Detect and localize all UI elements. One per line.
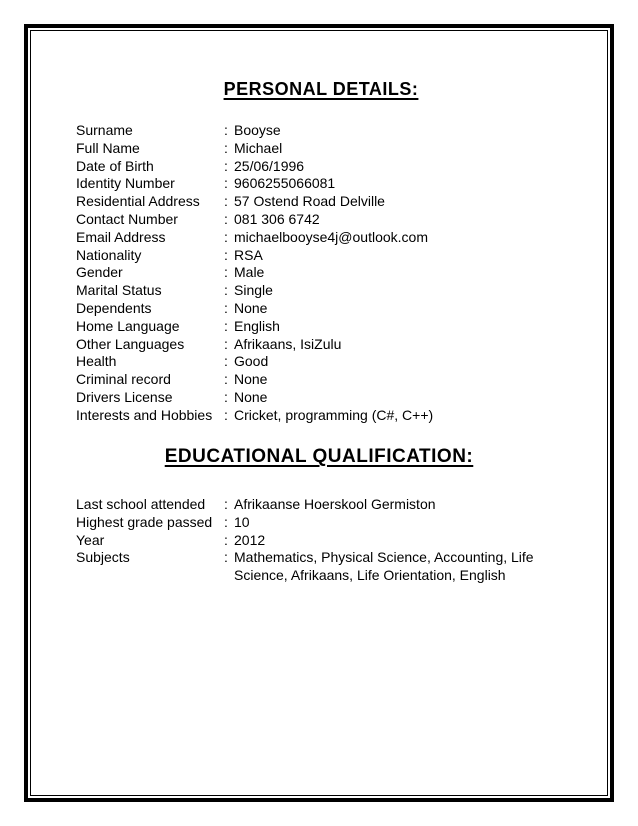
- personal-detail-row: [76, 211, 576, 229]
- personal-detail-row-value: [234, 158, 576, 176]
- personal-detail-row-value: [234, 229, 576, 247]
- personal-detail-row: [76, 229, 576, 247]
- personal-detail-row-separator: :: [224, 299, 228, 316]
- personal-detail-row-value-text: Good: [234, 353, 269, 370]
- personal-detail-row-label: Interests and Hobbies: [76, 406, 213, 423]
- education-detail-row-value-text: 10: [234, 513, 250, 530]
- education-detail-row-value: [234, 514, 576, 532]
- personal-detail-row-value-text: RSA: [234, 246, 263, 263]
- personal-detail-row: [76, 193, 576, 211]
- personal-detail-row: [76, 300, 576, 318]
- personal-detail-row: [76, 140, 576, 158]
- personal-detail-row-label: Email Address: [76, 228, 166, 245]
- personal-detail-row-separator: :: [224, 388, 228, 405]
- personal-detail-row-separator: :: [224, 371, 228, 388]
- personal-detail-row: [76, 353, 576, 371]
- personal-detail-row-value: [234, 389, 576, 407]
- personal-detail-row-label: Criminal record: [76, 371, 171, 388]
- personal-detail-row-separator: :: [224, 157, 228, 174]
- personal-details-list: [76, 122, 576, 425]
- personal-detail-row-separator: :: [224, 317, 228, 334]
- personal-detail-row-value-text: Afrikaans, IsiZulu: [234, 335, 342, 352]
- personal-detail-row-separator: :: [224, 122, 228, 138]
- personal-detail-row-label: Drivers License: [76, 388, 173, 405]
- personal-detail-row-value-text: Cricket, programming (C#, C++): [234, 406, 434, 423]
- education-detail-row-separator: :: [224, 496, 228, 512]
- personal-detail-row-value: [234, 122, 576, 140]
- education-detail-row-value-continuation: Science, Afrikaans, Life Orientation, English: [234, 567, 506, 584]
- personal-detail-row-value-text: 081 306 6742: [234, 210, 320, 227]
- personal-detail-row-label: Home Language: [76, 317, 180, 334]
- personal-detail-row-value-text: Single: [234, 282, 273, 299]
- personal-detail-row-separator: :: [224, 193, 228, 210]
- personal-detail-row-label: Residential Address: [76, 193, 200, 210]
- personal-detail-row-value-text: None: [234, 371, 268, 388]
- personal-detail-row: [76, 158, 576, 176]
- personal-detail-row-value-text: None: [234, 388, 268, 405]
- personal-detail-row-value: [234, 318, 576, 336]
- personal-detail-row-value-text: Michael: [234, 139, 283, 156]
- education-detail-row: [76, 514, 576, 532]
- education-detail-row-separator: :: [224, 531, 228, 548]
- education-detail-row-value-text: Mathematics, Physical Science, Accounting, Life: [234, 549, 534, 566]
- personal-detail-row: [76, 264, 576, 282]
- personal-detail-row-separator: :: [224, 175, 228, 192]
- personal-detail-row-label: Nationality: [76, 246, 142, 263]
- personal-detail-row-separator: :: [224, 282, 228, 299]
- personal-detail-row: [76, 336, 576, 354]
- personal-detail-row-value-text: 9606255066081: [234, 175, 336, 192]
- personal-detail-row-value: [234, 264, 576, 282]
- personal-detail-row-label: Contact Number: [76, 210, 178, 227]
- personal-detail-row-separator: :: [224, 246, 228, 263]
- educational-qualification-list: [76, 496, 576, 585]
- personal-detail-row-separator: :: [224, 406, 228, 423]
- personal-detail-row-value: [234, 336, 576, 354]
- personal-detail-row-label: Gender: [76, 264, 123, 281]
- education-detail-row-separator: :: [224, 549, 228, 566]
- education-detail-row-value: [234, 532, 576, 550]
- personal-detail-row-value-text: 57 Ostend Road Delville: [234, 193, 385, 210]
- personal-detail-row-value-text: English: [234, 317, 280, 334]
- personal-detail-row-separator: :: [224, 353, 228, 370]
- personal-detail-row: [76, 407, 576, 425]
- personal-detail-row-value-text: michaelbooyse4j@outlook.com: [234, 228, 428, 245]
- personal-detail-row-value: [234, 211, 576, 229]
- personal-detail-row-value-text: None: [234, 299, 268, 316]
- education-detail-row-label: Subjects: [76, 549, 130, 566]
- education-detail-row: [76, 496, 576, 514]
- personal-detail-row-value: [234, 175, 576, 193]
- education-detail-row: [76, 532, 576, 550]
- personal-detail-row-label: Other Languages: [76, 335, 185, 352]
- personal-detail-row: [76, 371, 576, 389]
- personal-detail-row-label: Health: [76, 353, 117, 370]
- personal-detail-row-value: [234, 371, 576, 389]
- personal-detail-row-label: Marital Status: [76, 282, 162, 299]
- personal-detail-row-value: [234, 140, 576, 158]
- personal-detail-row-label: Full Name: [76, 139, 140, 156]
- personal-detail-row-label: Date of Birth: [76, 157, 154, 174]
- personal-detail-row-separator: :: [224, 139, 228, 156]
- education-detail-row-value: [234, 549, 576, 585]
- personal-detail-row-value: [234, 300, 576, 318]
- education-detail-row-value: [234, 496, 576, 514]
- education-detail-row: [76, 549, 576, 585]
- education-detail-row-value-text: 2012: [234, 531, 266, 548]
- personal-detail-row-label: Dependents: [76, 299, 152, 316]
- education-detail-row-label: Last school attended: [76, 496, 206, 512]
- personal-detail-row-separator: :: [224, 228, 228, 245]
- personal-detail-row: [76, 282, 576, 300]
- personal-detail-row-separator: :: [224, 210, 228, 227]
- personal-detail-row-separator: :: [224, 264, 228, 281]
- personal-detail-row-label: Identity Number: [76, 175, 175, 192]
- personal-details-heading: PERSONAL DETAILS:: [223, 79, 419, 99]
- personal-detail-row-value: [234, 247, 576, 265]
- personal-detail-row: [76, 175, 576, 193]
- personal-detail-row-label: Surname: [76, 122, 133, 138]
- education-detail-row-separator: :: [224, 513, 228, 530]
- personal-detail-row-value: [234, 407, 576, 425]
- educational-qualification-heading: EDUCATIONAL QUALIFICATION:: [164, 446, 474, 467]
- personal-detail-row: [76, 389, 576, 407]
- personal-detail-row-value-text: Male: [234, 264, 265, 281]
- personal-detail-row-value: [234, 193, 576, 211]
- education-detail-row-label: Highest grade passed: [76, 513, 213, 530]
- education-detail-row-value-text: Afrikaanse Hoerskool Germiston: [234, 496, 436, 512]
- personal-detail-row-value: [234, 282, 576, 300]
- personal-detail-row: [76, 318, 576, 336]
- personal-detail-row-value: [234, 353, 576, 371]
- education-detail-row-label: Year: [76, 531, 105, 548]
- personal-detail-row-separator: :: [224, 335, 228, 352]
- personal-detail-row-value-text: Booyse: [234, 122, 281, 138]
- personal-detail-row: [76, 122, 576, 140]
- personal-detail-row: [76, 247, 576, 265]
- personal-detail-row-value-text: 25/06/1996: [234, 157, 305, 174]
